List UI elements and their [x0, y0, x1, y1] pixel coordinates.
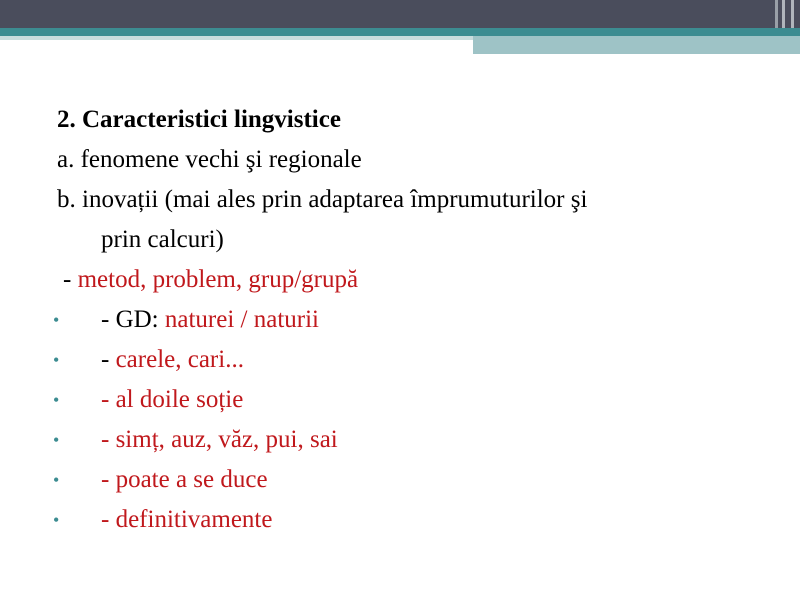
bullet-icon: •: [53, 510, 60, 530]
slide-heading: 2. Caracteristici lingvistice: [57, 106, 341, 133]
bullet-item: [53, 340, 757, 380]
bullet-icon: •: [53, 430, 60, 450]
dash-prefix: -: [63, 266, 78, 293]
bullet-example: naturei / naturii: [164, 306, 320, 333]
corner-stripe: [794, 0, 800, 28]
accent-bar-right: [473, 36, 800, 54]
accent-stripe-light: [0, 36, 473, 40]
bullet-item: [53, 300, 757, 340]
bullet-icon: •: [53, 390, 60, 410]
dash-example-line: [57, 260, 757, 300]
bullet-icon: •: [53, 350, 60, 370]
bullet-example: carele, cari...: [115, 346, 244, 373]
header-band: [0, 0, 775, 28]
dash-example: metod, problem, grup/grupă: [77, 266, 359, 293]
bullet-item: [53, 420, 757, 460]
bullet-icon: •: [53, 310, 60, 330]
bullet-example: - simț, auz, văz, pui, sai: [101, 426, 338, 453]
text-line-b: b. inovații (mai ales prin adaptarea împrumuturilor şi: [57, 186, 588, 213]
accent-stripe: [0, 28, 800, 36]
bullet-icon: •: [53, 470, 60, 490]
bullet-prefix: - GD:: [101, 306, 165, 333]
bullet-item: [53, 500, 757, 540]
bullet-item: [53, 380, 757, 420]
bullet-example: - definitivamente: [101, 506, 273, 533]
bullet-example: - al doile soție: [101, 386, 244, 413]
slide-body: [53, 100, 757, 540]
bullet-prefix: -: [101, 346, 116, 373]
bullet-example: - poate a se duce: [101, 466, 268, 493]
bullet-item: [53, 460, 757, 500]
text-line-a: a. fenomene vechi şi regionale: [57, 146, 362, 173]
text-line-b-continued: prin calcuri): [101, 226, 224, 253]
